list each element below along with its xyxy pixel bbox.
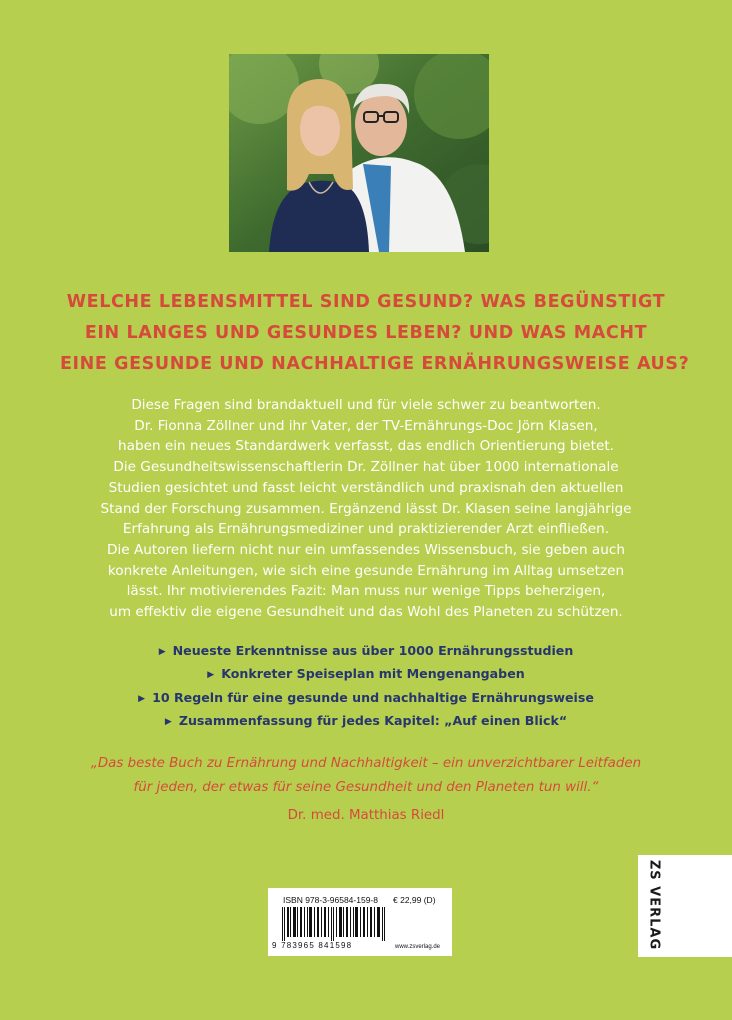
feature-text: Konkreter Speiseplan mit Mengenangaben [221,666,525,682]
publisher-logo-text: ZS VERLAG [646,859,662,951]
description-line: Diese Fragen sind brandaktuell und für viele schwer zu beantworten. [131,397,601,413]
feature-item [60,640,672,663]
publisher-url: www.zsverlag.de [395,944,441,950]
triangle-bullet-icon: ▶ [158,647,166,657]
feature-item [60,663,672,686]
author-photo [229,54,489,252]
feature-item [60,710,672,733]
description-line: Erfahrung als Ernährungsmediziner und praktizierender Arzt einfließen. [122,521,610,538]
headline-line: EIN LANGES UND GESUNDES LEBEN? UND WAS MACHT [84,323,648,343]
triangle-bullet-icon: ▶ [138,693,146,704]
triangle-bullet-icon: ▶ [164,716,172,727]
quote-author: Dr. med. Matthias Riedl [287,808,445,823]
feature-list [60,640,672,733]
price-label: € 22,99 (D) [393,895,436,905]
headline-line: EINE GESUNDE UND NACHHALTIGE ERNÄHRUNGSWEISE AUS? [60,354,690,374]
barcode-icon [282,907,388,941]
feature-text: Neueste Erkenntnisse aus über 1000 Ernährungsstudien [172,643,574,658]
description-line: Die Autoren liefern nicht nur ein umfassendes Wissensbuch, sie geben auch [107,541,625,558]
publisher-logo [638,855,732,957]
description-line: um effektiv die eigene Gesundheit und das Wohl des Planeten zu schützen. [109,604,623,621]
headline-line: WELCHE LEBENSMITTEL SIND GESUND? WAS BEGÜNSTIGT [66,292,666,312]
headline [60,287,690,380]
description-line: Die Gesundheitswissenschaftlerin Dr. Zöllner hat über 1000 internationale [113,459,619,476]
feature-text: 10 Regeln für eine gesunde und nachhaltige Ernährungsweise [152,689,594,705]
quote-line: „Das beste Buch zu Ernährung und Nachhaltigkeit – ein unverzichtbarer Leitfaden [90,756,642,771]
quote-line: für jeden, der etwas für seine Gesundheit und den Planeten tun will.“ [133,780,599,795]
description-line: Studien gesichtet und fasst leicht verständlich und praxisnah den aktuellen [108,479,624,496]
description-line: Stand der Forschung zusammen. Ergänzend lässt Dr. Klasen seine langjährige [100,500,632,517]
description-line: konkrete Anleitungen, wie sich eine gesunde Ernährung im Alltag umsetzen [107,562,625,579]
testimonial-quote [40,752,692,800]
description-line: lässt. Ihr motivierendes Fazit: Man muss nur wenige Tipps beherzigen, [126,583,606,600]
triangle-bullet-icon: ▶ [207,670,215,681]
isbn-number: ISBN 978-3-96584-159-8 [283,895,378,905]
feature-text: Zusammenfassung für jedes Kapitel: „Auf einen Blick“ [178,712,568,728]
description-line: haben ein neues Standardwerk verfasst, das endlich Orientierung bietet. [118,438,614,455]
barcode-box [268,888,452,956]
description-line: Dr. Fionna Zöllner und ihr Vater, der TV-Ernährungs-Doc Jörn Klasen, [134,417,598,434]
feature-item [60,687,672,710]
barcode-digits: 9 783965 841598 [272,941,353,950]
description [60,395,672,623]
